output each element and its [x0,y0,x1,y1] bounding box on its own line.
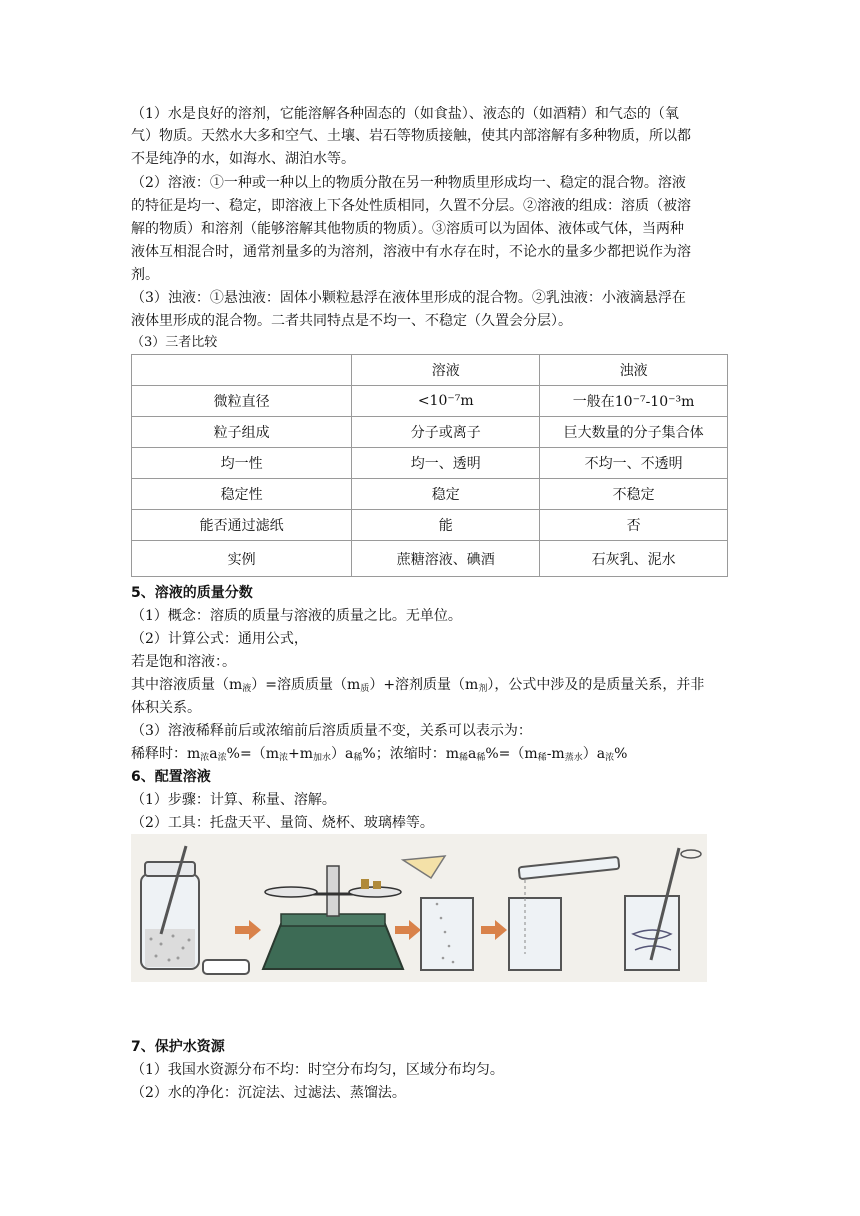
intro-p2-line3: 解的物质）和溶剂（能够溶解其他物质的物质）。③溶质可以为固体、液体或气体，当两种 [131,221,684,237]
table-cell: 实例 [132,541,352,577]
intro-p3-line1: （3）浊液：①悬浊液：固体小颗粒悬浮在液体里形成的混合物。②乳浊液：小液滴悬浮在 [131,290,686,306]
intro-p1-line3: 不是纯净的水，如海水、湖泊水等。 [131,151,355,167]
table-row [132,386,728,417]
s5-line7-formula: 稀释时：$m_浓a_浓\%=(m_浓+m_{加水})a_稀\%$；浓缩时：$m_稀a_稀\%=(m_稀-m_{蒸水})a_浓\%$ [131,746,628,763]
table-cell: 微粒直径 [132,386,352,417]
table-cell: 不均一、不透明 [540,448,728,479]
table-cell: 能 [352,510,540,541]
table-cell: 均一、透明 [352,448,540,479]
table-cell: 否 [540,510,728,541]
table-cell: 浊液 [540,355,728,386]
section-5-title: 5、溶液的质量分数 [131,585,253,601]
table-cell: 均一性 [132,448,352,479]
reagent-jar-icon [141,846,199,969]
s5-line4: 其中溶液质量$(m_液)=$溶质质量$(m_质)+$溶剂质量$(m_剂)$，公式中涉及的是质量关系，并非 [131,677,705,694]
table-row [132,510,728,541]
s5-line1: （1）概念：溶质的质量与溶液的质量之比。无单位。 [131,608,462,624]
table-cell: 能否通过滤纸 [132,510,352,541]
comparison-table [131,354,728,577]
section-6-title: 6、配置溶液 [131,769,211,785]
table-cell: 蔗糖溶液、碘酒 [352,541,540,577]
table-row [132,541,728,577]
s5-line5: 体积关系。 [131,700,201,716]
intro-p1-line2: 气）物质。天然水大多和空气、土壤、岩石等物质接触，使其内部溶解有多种物质，所以都 [131,128,691,144]
table-cell: 石灰乳、泥水 [540,541,728,577]
s7-line1: （1）我国水资源分布不均：时空分布均匀，区域分布均匀。 [131,1062,504,1078]
table-cell: 一般在10⁻⁷-10⁻³m [540,386,728,417]
intro-p2-line2: 的特征是均一、稳定，即溶液上下各处性质相同，久置不分层。②溶液的组成：溶质（被溶 [131,198,691,214]
table-header-row [132,355,728,386]
s5-line2: （2）计算公式：通用公式， [131,631,308,647]
intro-p3-line2: 液体里形成的混合物。二者共同特点是不均一、不稳定（久置会分层）。 [131,313,572,329]
table-cell [132,355,352,386]
table-cell: 稳定性 [132,479,352,510]
table-cell: 巨大数量的分子集合体 [540,417,728,448]
table-cell: 溶液 [352,355,540,386]
table-cell: 稳定 [352,479,540,510]
s7-line2: （2）水的净化：沉淀法、过滤法、蒸馏法。 [131,1085,406,1101]
intro-p2-line5: 剂。 [131,267,159,283]
table-cell: <10⁻⁷m [352,386,540,417]
intro-p2-line1: （2）溶液：①一种或一种以上的物质分散在另一种物质里形成均一、稳定的混合物。溶液 [131,175,686,191]
intro-p4: （3）三者比较 [131,335,218,350]
weighing-dish-icon [203,960,249,974]
table-row [132,417,728,448]
table-cell: 粒子组成 [132,417,352,448]
intro-p2-line4: 液体互相混合时，通常剂量多的为溶剂，溶液中有水存在时，不论水的量多少都把说作为溶 [131,244,691,260]
s6-line1: （1）步骤：计算、称量、溶解。 [131,792,336,808]
table-row [132,448,728,479]
solution-preparation-illustration [131,834,707,982]
s5-line6: （3）溶液稀释前后或浓缩前后溶质质量不变，关系可以表示为： [131,723,532,739]
table-cell: 分子或离子 [352,417,540,448]
table-row [132,479,728,510]
s6-line2: （2）工具：托盘天平、量筒、烧杯、玻璃棒等。 [131,815,434,831]
table-cell: 不稳定 [540,479,728,510]
intro-p1-line1: （1）水是良好的溶剂，它能溶解各种固态的（如食盐）、液态的（如酒精）和气态的（氧 [131,106,679,122]
s5-line3: 若是饱和溶液：。 [131,654,236,670]
section-7-title: 7、保护水资源 [131,1039,225,1055]
